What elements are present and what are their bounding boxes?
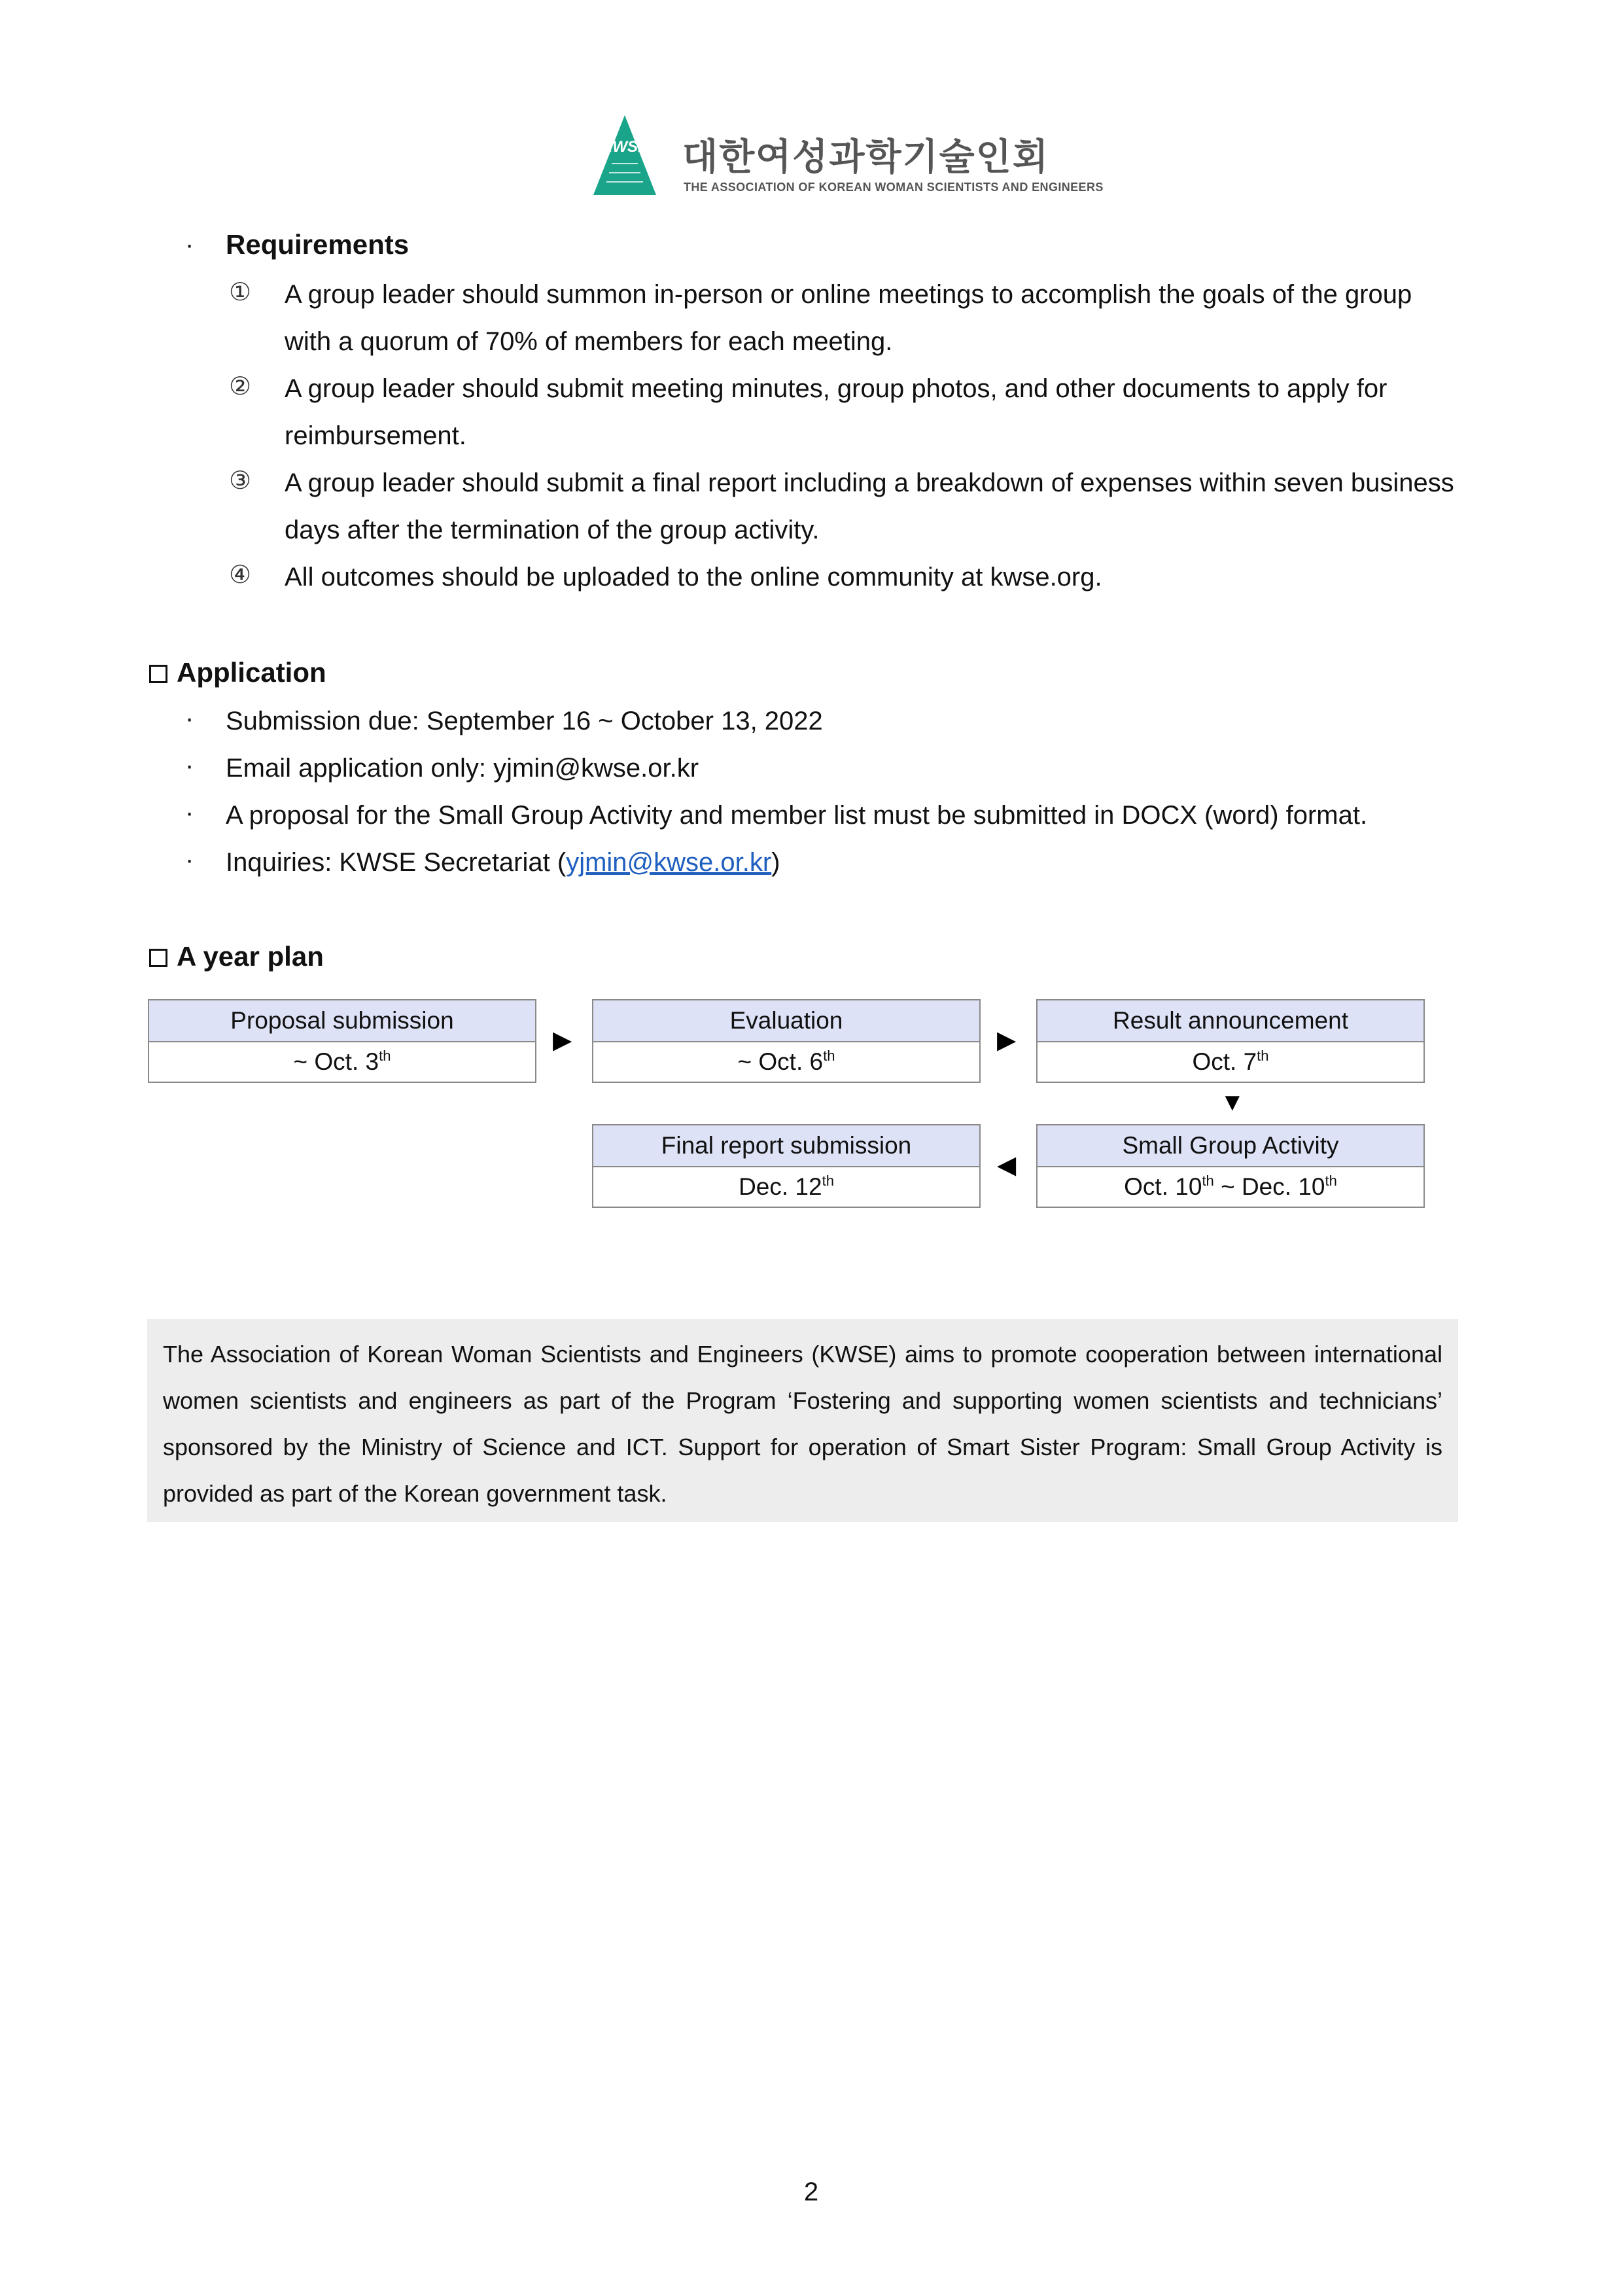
arrow-down-icon: ▼	[1220, 1089, 1245, 1116]
requirement-number: ④	[229, 561, 252, 589]
bullet-dot: ·	[185, 704, 194, 733]
requirements-title: Requirements	[226, 229, 410, 260]
kwse-logo-icon	[592, 113, 657, 196]
application-item: Submission due: September 16 ~ October 13, 2022	[226, 707, 823, 735]
requirement-item-1-line-2: with a quorum of 70% of members for each meeting.	[285, 327, 893, 356]
timeline-step-date: Oct. 10th ~ Dec. 10th	[1124, 1173, 1337, 1200]
requirement-item-1-line-1: A group leader should summon in-person or online meetings to accomplish the goals of the group	[285, 280, 1412, 309]
timeline-step-label: Evaluation	[593, 1000, 979, 1042]
requirement-number: ③	[229, 467, 252, 495]
timeline-step-label: Final report submission	[593, 1125, 979, 1167]
year-plan-heading: A year plan	[149, 941, 324, 972]
requirement-item-4: All outcomes should be uploaded to the online community at kwse.org.	[285, 563, 1102, 592]
timeline-step-label: Small Group Activity	[1038, 1125, 1423, 1167]
org-name-korean: 대한여성과학기술인회	[682, 136, 1049, 179]
requirement-number: ①	[229, 279, 252, 306]
org-name-english: THE ASSOCIATION OF KOREAN WOMAN SCIENTISTS AND ENGINEERS	[684, 181, 1104, 194]
bullet-dot: ·	[185, 845, 194, 874]
arrow-left-icon: ◀	[997, 1152, 1017, 1179]
application-item: A proposal for the Small Group Activity and member list must be submitted in DOCX (word) format.	[226, 801, 1368, 830]
timeline-step-label: Proposal submission	[149, 1000, 535, 1042]
arrow-right-icon: ▶	[997, 1027, 1017, 1054]
requirement-item-3-line-1: A group leader should submit a final report including a breakdown of expenses within seven business	[285, 468, 1454, 497]
requirements-bullet: ·	[185, 230, 194, 259]
timeline-step-proposal	[148, 999, 536, 1083]
checkbox-square-icon	[149, 665, 167, 683]
logo-mark-text: KWSE	[601, 138, 648, 156]
requirement-item-2-line-2: reimbursement.	[285, 421, 466, 450]
sponsorship-notice: The Association of Korean Woman Scientists and Engineers (KWSE) aims to promote cooperation between international women scientists and engineers as part of the Program ‘Fostering and supporting women scientists and technicians’ sponsored by the Ministry of Science and ICT. Support for operation of Smart Sister Program: Small Group Activity is provided as part of the Korean government task.	[147, 1319, 1458, 1522]
application-item: Email application only: yjmin@kwse.or.kr	[226, 754, 699, 783]
application-heading: Application	[149, 657, 326, 688]
email-link[interactable]: yjmin@kwse.or.kr	[566, 848, 772, 877]
timeline-step-date: Dec. 12th	[739, 1173, 834, 1200]
page-number: 2	[803, 2178, 819, 2206]
timeline-step-result	[1036, 999, 1425, 1083]
checkbox-square-icon	[149, 949, 167, 967]
timeline-step-label: Result announcement	[1038, 1000, 1423, 1042]
timeline-step-evaluation	[592, 999, 981, 1083]
application-inquiries: Inquiries: KWSE Secretariat (yjmin@kwse.or.kr)	[226, 848, 780, 877]
bullet-dot: ·	[185, 798, 194, 827]
arrow-right-icon: ▶	[553, 1027, 572, 1054]
requirement-number: ②	[229, 373, 252, 400]
requirement-item-2-line-1: A group leader should submit meeting minutes, group photos, and other documents to apply for	[285, 374, 1387, 403]
requirement-item-3-line-2: days after the termination of the group activity.	[285, 516, 820, 544]
timeline-step-activity	[1036, 1124, 1425, 1208]
timeline-step-date: Oct. 7th	[1192, 1048, 1269, 1075]
timeline-step-final-report	[592, 1124, 981, 1208]
timeline-step-date: ~ Oct. 6th	[737, 1048, 835, 1075]
bullet-dot: ·	[185, 751, 194, 780]
timeline-step-date: ~ Oct. 3th	[293, 1048, 391, 1075]
